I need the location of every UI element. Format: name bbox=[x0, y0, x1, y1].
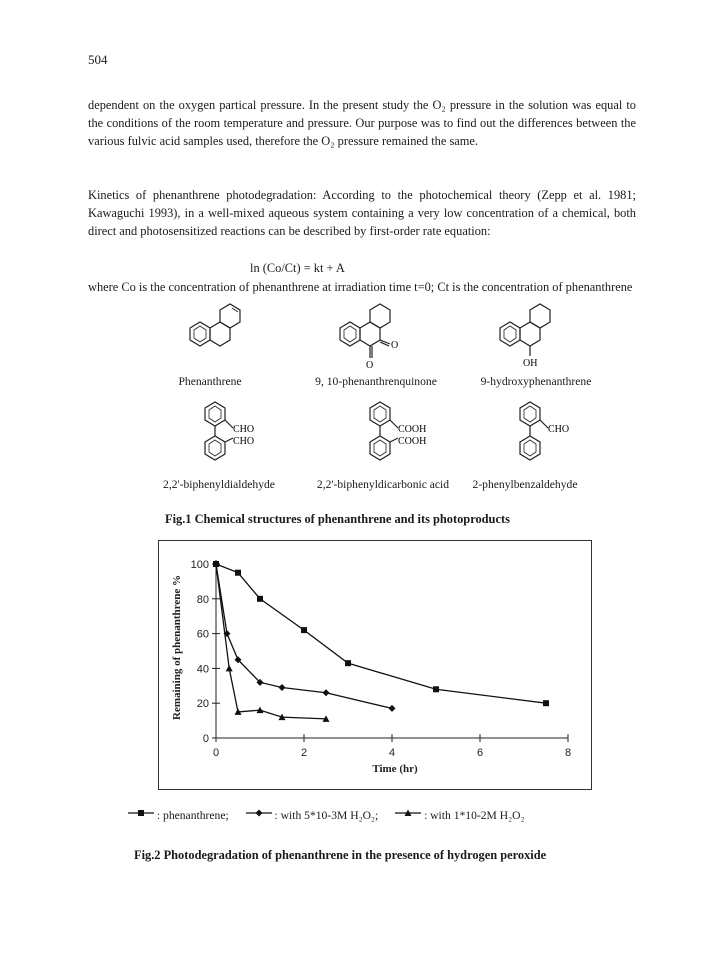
structure-label-biphenyldicarbonic: 2,2'-biphenyldicarbonic acid bbox=[316, 478, 450, 491]
legend-label-h2o2-low: : with 5*10-3M H₂O₂; bbox=[274, 809, 379, 823]
legend-marker-square bbox=[128, 808, 154, 818]
fig1-caption: Fig.1 Chemical structures of phenanthrene and its photoproducts bbox=[165, 512, 510, 526]
y-tick-label: 60 bbox=[196, 628, 209, 641]
x-tick-label: 2 bbox=[300, 747, 308, 759]
y-tick-label: 100 bbox=[190, 559, 209, 571]
structure-label-phenylbenzaldehyde: 2-phenylbenzaldehyde bbox=[472, 478, 578, 491]
y-tick-label: 40 bbox=[196, 663, 209, 676]
legend-label-phenanthrene: : phenanthrene; bbox=[156, 809, 229, 823]
phenanthrene-structure bbox=[180, 300, 250, 360]
data-point-triangle bbox=[226, 665, 233, 672]
y-tick-label: 20 bbox=[196, 698, 209, 711]
chart-axes bbox=[191, 559, 571, 759]
series-line-2 bbox=[216, 564, 326, 719]
y-axis-label: Remaining of phenanthrene % bbox=[171, 575, 183, 720]
x-tick-label: 0 bbox=[212, 747, 220, 759]
paragraph-oxygen-pressure: dependent on the oxygen partical pressure. In the present study the O₂ pressure in the solution was equal to the conditions of the room temperature and pressure. Our purpose was to find out the differences between the various fulvic acid samples used, therefore the O₂ pressure remained the same. bbox=[88, 98, 636, 148]
structure-label-phenanthrenquinone: 9, 10-phenanthrenquinone bbox=[315, 375, 437, 388]
quinone-o-right: O bbox=[391, 340, 399, 351]
x-axis-label: Time (hr) bbox=[372, 763, 418, 775]
series-line-0 bbox=[216, 564, 546, 703]
x-tick-label: 6 bbox=[476, 747, 484, 759]
data-point-square bbox=[301, 627, 307, 633]
chart-series bbox=[213, 561, 550, 722]
data-point-square bbox=[543, 700, 549, 706]
biphenyldicarbonic-structure bbox=[360, 398, 460, 473]
legend-label-h2o2-high: : with 1*10-2M H₂O₂ bbox=[424, 809, 525, 823]
legend-item-h2o2-low bbox=[246, 808, 379, 822]
data-point-square bbox=[257, 596, 263, 602]
quinone-o-bottom: O bbox=[366, 360, 374, 371]
structure-label-phenanthrene: Phenanthrene bbox=[178, 375, 242, 388]
legend-item-h2o2-high bbox=[395, 808, 524, 822]
benzaldehyde-cho: CHO bbox=[548, 424, 570, 435]
data-point-square bbox=[345, 660, 351, 666]
data-point-diamond bbox=[279, 684, 286, 691]
data-point-square bbox=[433, 686, 439, 692]
x-tick-label: 8 bbox=[564, 747, 572, 759]
dicarbonic-cooh-1: COOH bbox=[398, 424, 427, 435]
legend-item-phenanthrene bbox=[128, 808, 229, 822]
x-tick-label: 4 bbox=[388, 747, 396, 759]
dialdehyde-cho-1: CHO bbox=[233, 424, 255, 435]
photodegradation-chart bbox=[158, 540, 592, 790]
rate-equation: ln (Co/Ct) = kt + A bbox=[250, 261, 345, 275]
biphenyldialdehyde-structure bbox=[195, 398, 285, 473]
chart-frame bbox=[159, 541, 592, 790]
data-point-diamond bbox=[389, 705, 396, 712]
phenanthrenquinone-structure bbox=[330, 296, 430, 376]
structure-label-hydroxyphenanthrene: 9-hydroxyphenanthrene bbox=[480, 375, 592, 388]
paragraph-where: where Co is the concentration of phenanthrene at irradiation time t=0; Ct is the concentration of phenanthrene bbox=[88, 280, 633, 294]
y-tick-label: 0 bbox=[202, 733, 209, 745]
hydroxyphenanthrene-structure bbox=[490, 296, 570, 376]
hydroxy-oh: OH bbox=[523, 358, 538, 369]
structure-label-biphenyldialdehyde: 2,2'-biphenyldialdehyde bbox=[163, 478, 275, 491]
data-point-diamond bbox=[323, 689, 330, 696]
series-line-1 bbox=[216, 564, 392, 708]
data-point-square bbox=[235, 570, 241, 576]
legend-marker-diamond bbox=[246, 808, 272, 818]
legend-marker-triangle bbox=[395, 808, 421, 818]
chart-legend bbox=[128, 808, 539, 822]
page-number: 504 bbox=[88, 52, 108, 67]
dialdehyde-cho-2: CHO bbox=[233, 436, 255, 447]
fig2-caption: Fig.2 Photodegradation of phenanthrene in the presence of hydrogen peroxide bbox=[134, 848, 547, 862]
phenylbenzaldehyde-structure bbox=[510, 398, 600, 473]
y-tick-label: 80 bbox=[196, 593, 209, 606]
dicarbonic-cooh-2: COOH bbox=[398, 436, 427, 447]
paragraph-kinetics: Kinetics of phenanthrene photodegradation: According to the photochemical theory (Zepp et al. 1981; Kawaguchi 1993), in a well-mixed aqueous system containing a very low concentration of a chemical, both direct and photosensitized reactions can be described by first-order rate equation: bbox=[88, 188, 636, 238]
